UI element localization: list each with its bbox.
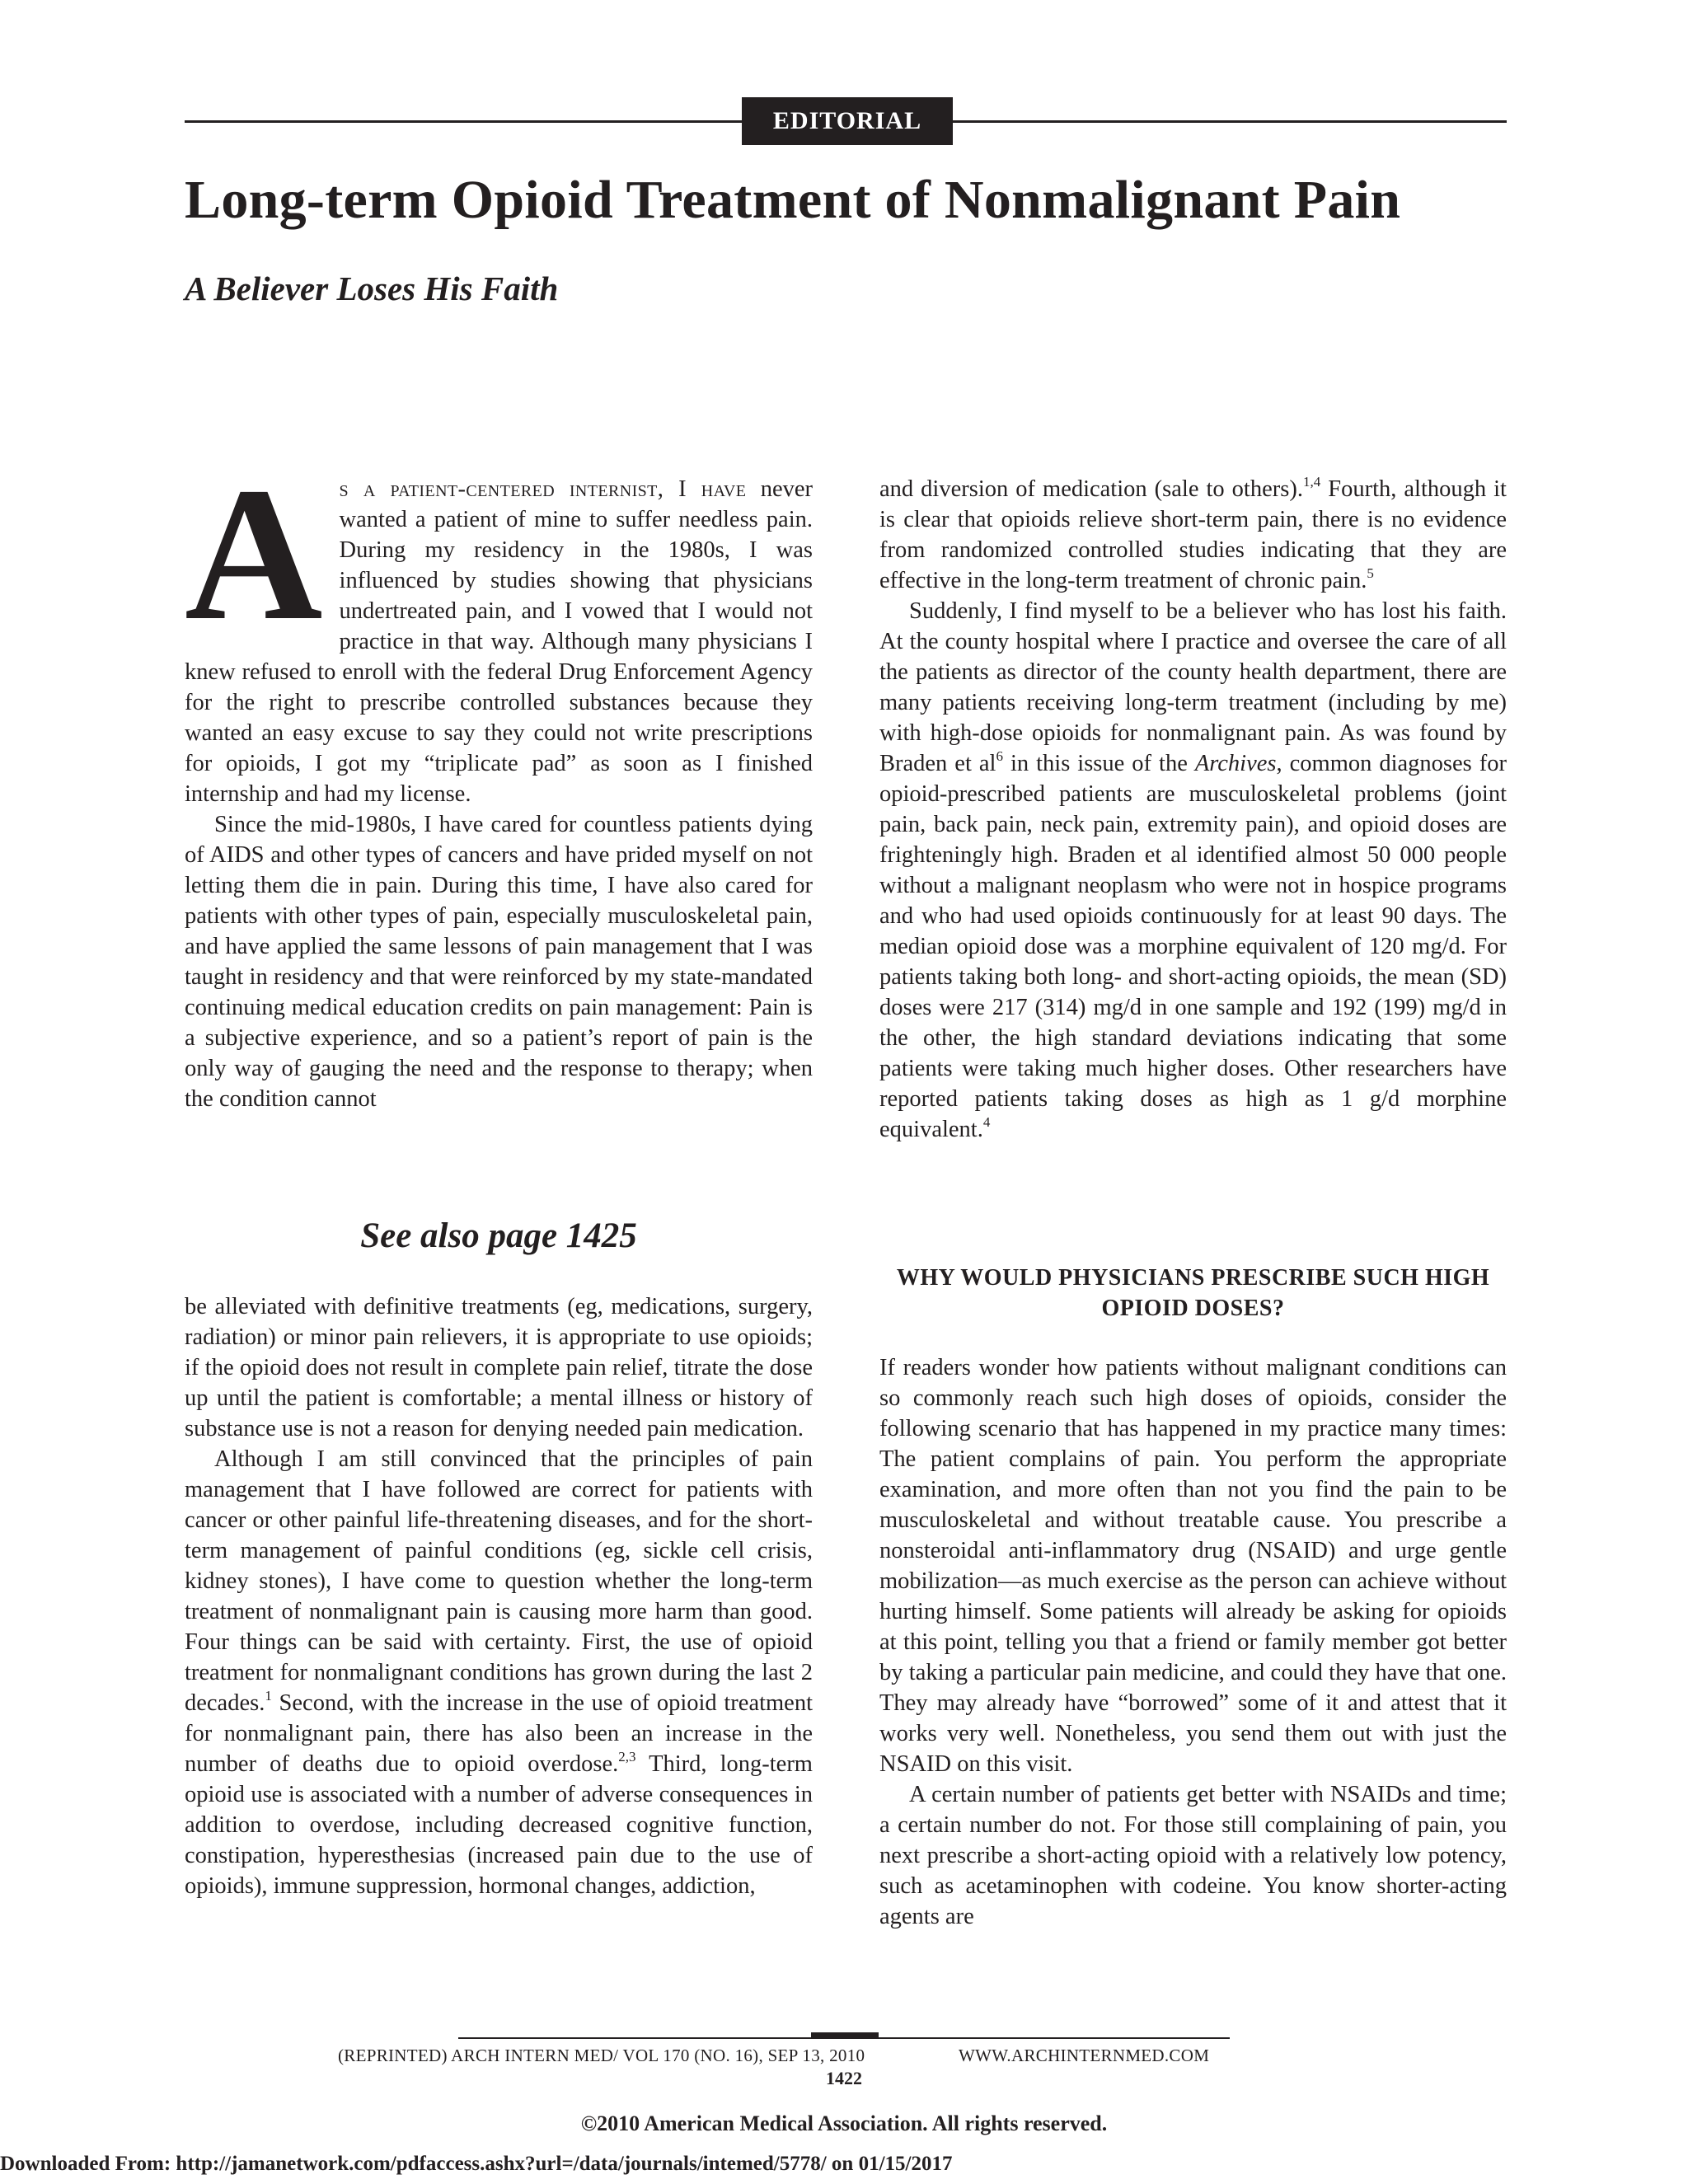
citation-superscript: 2,3 <box>618 1749 636 1765</box>
right-column <box>879 474 1507 1145</box>
page-number: 1422 <box>826 2068 862 2088</box>
left-column-top <box>185 448 813 1114</box>
footer-citation: (REPRINTED) ARCH INTERN MED/ VOL 170 (NO. 16), SEP 13, 2010 <box>338 2046 865 2065</box>
citation-superscript: 1,4 <box>1302 474 1321 490</box>
right-paragraph-1 <box>879 474 1507 596</box>
right-paragraph-2 <box>879 596 1507 1145</box>
article-subtitle: A Believer Loses His Faith <box>185 269 559 307</box>
right-paragraph-3: If readers wonder how patients without malignant conditions can so commonly reach such high doses of opioids, consider the following scenario that has happened in my practice many times: The patient complains of pain. You perform the appropriate examination, and more often than not you find the pain to be musculoskeletal and without treatable cause. You prescribe a nonsteroidal anti-inflammatory drug (NSAID) and urge gentle mobilization—as much exercise as the person can achieve without hurting himself. Some patients will already be asking for opioids at this point, telling you that a friend or family member got better by taking a particular pain medicine, and could they have that one. They may already have “borrowed” some of it and attest that it works very well. Nonetheless, you send them out with just the NSAID on this visit. <box>879 1355 1507 1777</box>
copyright-notice: ©2010 American Medical Association. All rights reserved. <box>580 2111 1108 2135</box>
footer-url: WWW.ARCHINTERNMED.COM <box>959 2046 1210 2065</box>
download-note: Downloaded From: http://jamanetwork.com/pdfaccess.ashx?url=/data/journals/intemed/5778/ on 01/15/2017 <box>0 2153 953 2175</box>
r1-text-b: Fourth, although it is clear that opioids relieve short-term pain, there is no evidence from randomized controlled studies indicating that they are effective in the long-term treatment of chronic pain. <box>879 476 1507 593</box>
lead-in: s a patient-centered internist, I have <box>339 476 747 502</box>
right-column-bottom <box>879 1352 1507 1932</box>
header-rule-right <box>953 120 1507 123</box>
p3-text-c: Third, long-term opioid use is associated with a number of adverse consequences in addition to overdose, including decreased cognitive function, constipation, hyperesthesias (increased pain due to the use of opioids), immune suppression, hormonal changes, addiction, <box>185 1751 813 1899</box>
journal-name: Archives <box>1194 751 1277 776</box>
section-label: EDITORIAL <box>742 97 953 145</box>
r1-text-a: and diversion of medication (sale to others). <box>879 476 1303 502</box>
drop-cap: A <box>185 448 323 660</box>
p3-text-a: Although I am still convinced that the principles of pain management that I have followed are correct for patients with cancer or other painful life-threatening diseases, and for the short-term management of painful conditions (eg, sickle cell crisis, kidney stones), I have come to question whether the long-term treatment of nonmalignant pain is causing more harm than good. Four things can be said with certainty. First, the use of opioid treatment for nonmalignant conditions has grown during the last 2 decades. <box>185 1446 813 1716</box>
p3-text-b: Second, with the increase in the use of opioid treatment for nonmalignant pain, there has also been an increase in the number of deaths due to opioid overdose. <box>185 1690 813 1777</box>
left-column-bottom <box>185 1291 813 1901</box>
paragraph-2: Since the mid-1980s, I have cared for countless patients dying of AIDS and other types of cancers and have prided myself on not letting them die in pain. During this time, I have also cared for patients with other types of pain, especially musculoskeletal pain, and have applied the same lessons of pain management that I was taught in residency and that were reinforced by my state-mandated continuing medical education credits on pain management: Pain is a subjective experience, and so a patient’s report of pain is the only way of gauging the need and the response to therapy; when the condition cannot <box>185 812 813 1112</box>
r2-text-a: Suddenly, I find myself to be a believer who has lost his faith. At the county hospital where I practice and oversee the care of all the patients as director of the county health department, there are many patients receiving long-term treatment (including by me) with high-dose opioids for nonmalignant pain. As was found by Braden et al <box>879 598 1507 776</box>
citation-superscript: 5 <box>1367 565 1374 581</box>
header-rule-left <box>185 120 742 123</box>
right-paragraph-4: A certain number of patients get better with NSAIDs and time; a certain number do not. For those still complaining of pain, you next prescribe a short-acting opioid with a relatively low potency, such as acetaminophen with codeine. You know shorter-acting agents are <box>879 1782 1507 1929</box>
footer-mark <box>811 2032 879 2039</box>
citation-superscript: 1 <box>265 1688 272 1704</box>
article-title: Long-term Opioid Treatment of Nonmalignant Pain <box>185 170 1401 230</box>
paragraph-2-continued: be alleviated with definitive treatments (eg, medications, surgery, radiation) or minor pain relievers, it is appropriate to use opioids; if the opioid does not result in complete pain relief, titrate the dose up until the patient is comfortable; a mental illness or history of substance use is not a reason for denying needed pain medication. <box>185 1294 813 1441</box>
intro-text: never wanted a patient of mine to suffer needless pain. During my residency in the 1980s, I was influenced by studies showing that physicians undertreated pain, and I vowed that I would not practice in that way. Although many physicians I knew refused to enroll with the federal Drug Enforcement Agency for the right to prescribe controlled substances because they wanted an easy excuse to say they could not write prescriptions for opioids, I got my “triplicate pad” as soon as I finished internship and had my license. <box>185 476 813 807</box>
paragraph-3 <box>185 1444 813 1901</box>
citation-superscript: 4 <box>982 1114 991 1130</box>
intro-paragraph <box>185 448 813 809</box>
citation-superscript: 6 <box>996 748 1003 764</box>
see-also-reference: See also page 1425 <box>360 1216 637 1255</box>
r2-text-b: in this issue of the <box>1002 751 1195 776</box>
section-heading: WHY WOULD PHYSICIANS PRESCRIBE SUCH HIGH OPIOID DOSES? <box>896 1265 1490 1321</box>
r2-text-c: , common diagnoses for opioid-prescribed patients are musculoskeletal problems (joint pain, back pain, neck pain, extremity pain), and opioid doses are frighteningly high. Braden et al identified almost 50 000 people without a malignant neoplasm who were not in hospice programs and who had used opioids continuously for at least 90 days. The median opioid dose was a morphine equivalent of 120 mg/d. For patients taking both long- and short-acting opioids, the mean (SD) doses were 217 (314) mg/d in one sample and 192 (199) mg/d in the other, the high standard deviations indicating that some patients were taking much higher doses. Other researchers have reported patients taking doses as high as 1 g/d morphine equivalent. <box>879 751 1507 1142</box>
